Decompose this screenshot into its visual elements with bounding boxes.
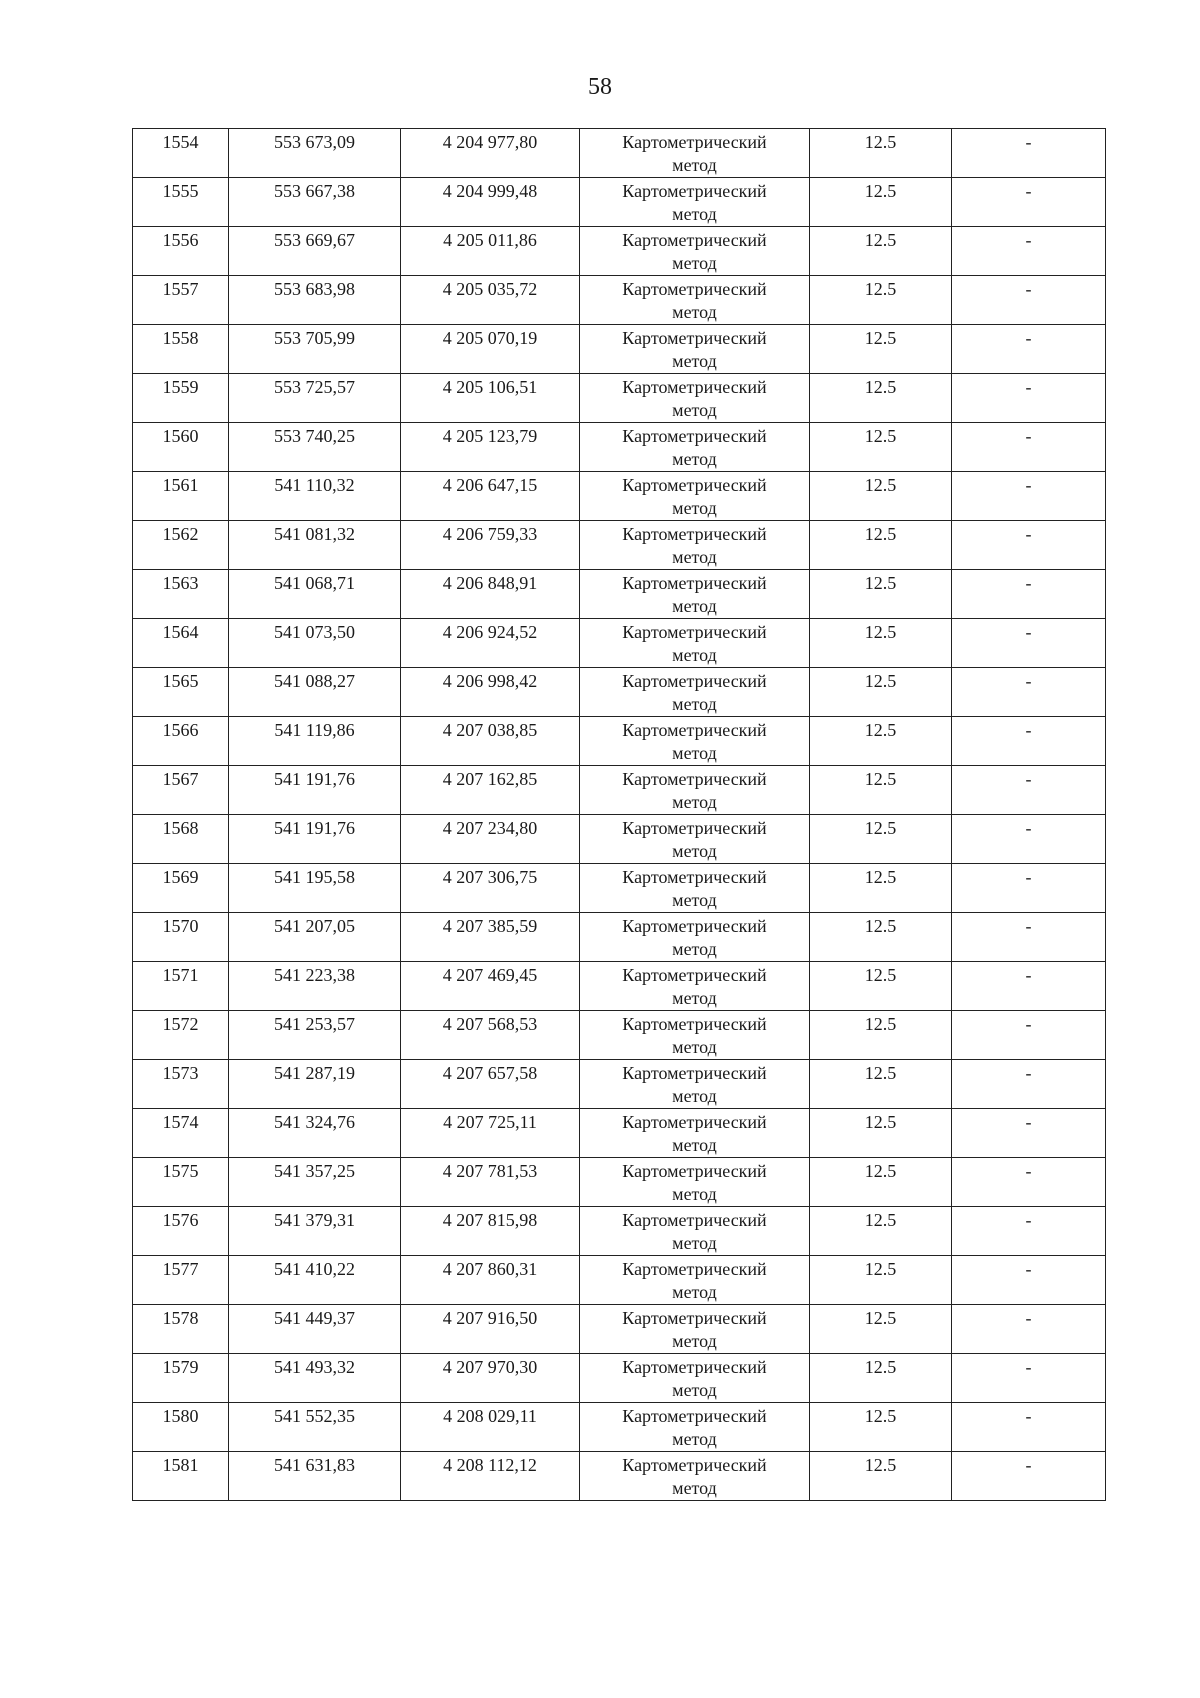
accuracy-cell: 12.5 <box>810 1354 952 1403</box>
accuracy-cell: 12.5 <box>810 619 952 668</box>
y-coordinate-cell: 4 208 029,11 <box>401 1403 580 1452</box>
method-text: Картометрический метод <box>622 1014 767 1057</box>
accuracy-cell: 12.5 <box>810 178 952 227</box>
x-coordinate-cell: 541 287,19 <box>229 1060 401 1109</box>
method-cell <box>580 1158 810 1207</box>
description-cell: - <box>952 1109 1106 1158</box>
accuracy-cell: 12.5 <box>810 717 952 766</box>
method-cell <box>580 1207 810 1256</box>
table-row <box>133 1011 1106 1060</box>
table-row <box>133 1403 1106 1452</box>
point-number-cell: 1573 <box>133 1060 229 1109</box>
table-row <box>133 1158 1106 1207</box>
description-cell: - <box>952 1305 1106 1354</box>
method-text: Картометрический метод <box>622 230 767 273</box>
description-cell: - <box>952 1403 1106 1452</box>
method-cell <box>580 864 810 913</box>
table-row <box>133 864 1106 913</box>
y-coordinate-cell: 4 208 112,12 <box>401 1452 580 1501</box>
method-cell <box>580 521 810 570</box>
method-text: Картометрический метод <box>622 1210 767 1253</box>
y-coordinate-cell: 4 206 924,52 <box>401 619 580 668</box>
point-number-cell: 1574 <box>133 1109 229 1158</box>
table-row <box>133 374 1106 423</box>
method-text: Картометрический метод <box>622 377 767 420</box>
point-number-cell: 1572 <box>133 1011 229 1060</box>
point-number-cell: 1556 <box>133 227 229 276</box>
table-row <box>133 521 1106 570</box>
x-coordinate-cell: 553 740,25 <box>229 423 401 472</box>
description-cell: - <box>952 276 1106 325</box>
description-cell: - <box>952 1158 1106 1207</box>
accuracy-cell: 12.5 <box>810 129 952 178</box>
description-cell: - <box>952 570 1106 619</box>
coordinates-table <box>132 128 1106 1501</box>
table-row <box>133 668 1106 717</box>
x-coordinate-cell: 541 088,27 <box>229 668 401 717</box>
point-number-cell: 1554 <box>133 129 229 178</box>
method-text: Картометрический метод <box>622 573 767 616</box>
table-row <box>133 1452 1106 1501</box>
description-cell: - <box>952 1452 1106 1501</box>
method-text: Картометрический метод <box>622 1161 767 1204</box>
method-cell <box>580 276 810 325</box>
y-coordinate-cell: 4 206 998,42 <box>401 668 580 717</box>
description-cell: - <box>952 1011 1106 1060</box>
method-text: Картометрический метод <box>622 524 767 567</box>
x-coordinate-cell: 541 552,35 <box>229 1403 401 1452</box>
y-coordinate-cell: 4 206 647,15 <box>401 472 580 521</box>
table-row <box>133 962 1106 1011</box>
method-cell <box>580 717 810 766</box>
accuracy-cell: 12.5 <box>810 472 952 521</box>
point-number-cell: 1569 <box>133 864 229 913</box>
method-cell <box>580 962 810 1011</box>
point-number-cell: 1576 <box>133 1207 229 1256</box>
x-coordinate-cell: 541 493,32 <box>229 1354 401 1403</box>
description-cell: - <box>952 423 1106 472</box>
x-coordinate-cell: 541 357,25 <box>229 1158 401 1207</box>
description-cell: - <box>952 227 1106 276</box>
accuracy-cell: 12.5 <box>810 864 952 913</box>
accuracy-cell: 12.5 <box>810 1011 952 1060</box>
accuracy-cell: 12.5 <box>810 1158 952 1207</box>
method-text: Картометрический метод <box>622 769 767 812</box>
accuracy-cell: 12.5 <box>810 1109 952 1158</box>
description-cell: - <box>952 1207 1106 1256</box>
method-cell <box>580 178 810 227</box>
method-text: Картометрический метод <box>622 867 767 910</box>
point-number-cell: 1565 <box>133 668 229 717</box>
description-cell: - <box>952 864 1106 913</box>
y-coordinate-cell: 4 205 070,19 <box>401 325 580 374</box>
description-cell: - <box>952 178 1106 227</box>
point-number-cell: 1567 <box>133 766 229 815</box>
y-coordinate-cell: 4 205 011,86 <box>401 227 580 276</box>
point-number-cell: 1561 <box>133 472 229 521</box>
y-coordinate-cell: 4 207 657,58 <box>401 1060 580 1109</box>
point-number-cell: 1575 <box>133 1158 229 1207</box>
description-cell: - <box>952 766 1106 815</box>
x-coordinate-cell: 541 119,86 <box>229 717 401 766</box>
method-cell <box>580 227 810 276</box>
y-coordinate-cell: 4 205 035,72 <box>401 276 580 325</box>
description-cell: - <box>952 815 1106 864</box>
method-cell <box>580 1109 810 1158</box>
point-number-cell: 1562 <box>133 521 229 570</box>
y-coordinate-cell: 4 207 306,75 <box>401 864 580 913</box>
table-row <box>133 276 1106 325</box>
accuracy-cell: 12.5 <box>810 374 952 423</box>
point-number-cell: 1560 <box>133 423 229 472</box>
table-row <box>133 1109 1106 1158</box>
point-number-cell: 1577 <box>133 1256 229 1305</box>
x-coordinate-cell: 541 631,83 <box>229 1452 401 1501</box>
page-number: 58 <box>588 74 612 100</box>
method-text: Картометрический метод <box>622 720 767 763</box>
description-cell: - <box>952 325 1106 374</box>
description-cell: - <box>952 668 1106 717</box>
x-coordinate-cell: 541 324,76 <box>229 1109 401 1158</box>
accuracy-cell: 12.5 <box>810 1305 952 1354</box>
method-cell <box>580 423 810 472</box>
x-coordinate-cell: 553 705,99 <box>229 325 401 374</box>
accuracy-cell: 12.5 <box>810 521 952 570</box>
method-text: Картометрический метод <box>622 1112 767 1155</box>
method-cell <box>580 1011 810 1060</box>
method-text: Картометрический метод <box>622 132 767 175</box>
x-coordinate-cell: 541 207,05 <box>229 913 401 962</box>
method-cell <box>580 815 810 864</box>
method-cell <box>580 1452 810 1501</box>
accuracy-cell: 12.5 <box>810 913 952 962</box>
x-coordinate-cell: 541 073,50 <box>229 619 401 668</box>
table-row <box>133 1207 1106 1256</box>
point-number-cell: 1558 <box>133 325 229 374</box>
method-text: Картометрический метод <box>622 181 767 224</box>
x-coordinate-cell: 541 379,31 <box>229 1207 401 1256</box>
table-row <box>133 1305 1106 1354</box>
point-number-cell: 1566 <box>133 717 229 766</box>
x-coordinate-cell: 541 110,32 <box>229 472 401 521</box>
description-cell: - <box>952 1060 1106 1109</box>
description-cell: - <box>952 1256 1106 1305</box>
method-text: Картометрический метод <box>622 426 767 469</box>
y-coordinate-cell: 4 205 123,79 <box>401 423 580 472</box>
method-text: Картометрический метод <box>622 1308 767 1351</box>
x-coordinate-cell: 541 068,71 <box>229 570 401 619</box>
y-coordinate-cell: 4 207 916,50 <box>401 1305 580 1354</box>
x-coordinate-cell: 553 683,98 <box>229 276 401 325</box>
table-row <box>133 227 1106 276</box>
accuracy-cell: 12.5 <box>810 570 952 619</box>
method-cell <box>580 1354 810 1403</box>
accuracy-cell: 12.5 <box>810 815 952 864</box>
method-text: Картометрический метод <box>622 1063 767 1106</box>
point-number-cell: 1580 <box>133 1403 229 1452</box>
table-row <box>133 619 1106 668</box>
method-text: Картометрический метод <box>622 622 767 665</box>
y-coordinate-cell: 4 207 970,30 <box>401 1354 580 1403</box>
x-coordinate-cell: 541 410,22 <box>229 1256 401 1305</box>
accuracy-cell: 12.5 <box>810 1207 952 1256</box>
description-cell: - <box>952 374 1106 423</box>
table-row <box>133 472 1106 521</box>
description-cell: - <box>952 472 1106 521</box>
y-coordinate-cell: 4 207 725,11 <box>401 1109 580 1158</box>
x-coordinate-cell: 541 223,38 <box>229 962 401 1011</box>
method-cell <box>580 1305 810 1354</box>
y-coordinate-cell: 4 207 860,31 <box>401 1256 580 1305</box>
description-cell: - <box>952 521 1106 570</box>
y-coordinate-cell: 4 204 977,80 <box>401 129 580 178</box>
y-coordinate-cell: 4 206 759,33 <box>401 521 580 570</box>
point-number-cell: 1581 <box>133 1452 229 1501</box>
table-row <box>133 1354 1106 1403</box>
y-coordinate-cell: 4 207 234,80 <box>401 815 580 864</box>
x-coordinate-cell: 553 669,67 <box>229 227 401 276</box>
method-text: Картометрический метод <box>622 279 767 322</box>
x-coordinate-cell: 541 191,76 <box>229 815 401 864</box>
x-coordinate-cell: 541 253,57 <box>229 1011 401 1060</box>
description-cell: - <box>952 717 1106 766</box>
method-cell <box>580 325 810 374</box>
table-row <box>133 913 1106 962</box>
y-coordinate-cell: 4 207 162,85 <box>401 766 580 815</box>
y-coordinate-cell: 4 207 469,45 <box>401 962 580 1011</box>
table-body <box>133 129 1106 1501</box>
table-row <box>133 1060 1106 1109</box>
method-text: Картометрический метод <box>622 1406 767 1449</box>
table-row <box>133 1256 1106 1305</box>
method-cell <box>580 129 810 178</box>
y-coordinate-cell: 4 207 815,98 <box>401 1207 580 1256</box>
point-number-cell: 1555 <box>133 178 229 227</box>
method-cell <box>580 913 810 962</box>
x-coordinate-cell: 553 667,38 <box>229 178 401 227</box>
description-cell: - <box>952 962 1106 1011</box>
table-row <box>133 129 1106 178</box>
accuracy-cell: 12.5 <box>810 766 952 815</box>
table-row <box>133 570 1106 619</box>
method-text: Картометрический метод <box>622 965 767 1008</box>
method-cell <box>580 472 810 521</box>
point-number-cell: 1559 <box>133 374 229 423</box>
accuracy-cell: 12.5 <box>810 1060 952 1109</box>
x-coordinate-cell: 553 725,57 <box>229 374 401 423</box>
y-coordinate-cell: 4 206 848,91 <box>401 570 580 619</box>
table-row <box>133 325 1106 374</box>
method-cell <box>580 1403 810 1452</box>
point-number-cell: 1578 <box>133 1305 229 1354</box>
x-coordinate-cell: 541 195,58 <box>229 864 401 913</box>
method-cell <box>580 668 810 717</box>
accuracy-cell: 12.5 <box>810 668 952 717</box>
description-cell: - <box>952 129 1106 178</box>
method-text: Картометрический метод <box>622 1259 767 1302</box>
y-coordinate-cell: 4 207 568,53 <box>401 1011 580 1060</box>
point-number-cell: 1557 <box>133 276 229 325</box>
accuracy-cell: 12.5 <box>810 1256 952 1305</box>
table-row <box>133 717 1106 766</box>
description-cell: - <box>952 1354 1106 1403</box>
accuracy-cell: 12.5 <box>810 227 952 276</box>
y-coordinate-cell: 4 207 385,59 <box>401 913 580 962</box>
point-number-cell: 1563 <box>133 570 229 619</box>
point-number-cell: 1570 <box>133 913 229 962</box>
point-number-cell: 1579 <box>133 1354 229 1403</box>
method-cell <box>580 619 810 668</box>
accuracy-cell: 12.5 <box>810 325 952 374</box>
y-coordinate-cell: 4 205 106,51 <box>401 374 580 423</box>
table-row <box>133 178 1106 227</box>
y-coordinate-cell: 4 207 038,85 <box>401 717 580 766</box>
accuracy-cell: 12.5 <box>810 423 952 472</box>
table-row <box>133 815 1106 864</box>
x-coordinate-cell: 541 449,37 <box>229 1305 401 1354</box>
accuracy-cell: 12.5 <box>810 1452 952 1501</box>
method-text: Картометрический метод <box>622 475 767 518</box>
point-number-cell: 1564 <box>133 619 229 668</box>
method-text: Картометрический метод <box>622 1455 767 1498</box>
x-coordinate-cell: 553 673,09 <box>229 129 401 178</box>
method-text: Картометрический метод <box>622 916 767 959</box>
method-cell <box>580 570 810 619</box>
point-number-cell: 1568 <box>133 815 229 864</box>
accuracy-cell: 12.5 <box>810 1403 952 1452</box>
y-coordinate-cell: 4 207 781,53 <box>401 1158 580 1207</box>
method-text: Картометрический метод <box>622 1357 767 1400</box>
accuracy-cell: 12.5 <box>810 962 952 1011</box>
table-row <box>133 423 1106 472</box>
accuracy-cell: 12.5 <box>810 276 952 325</box>
method-text: Картометрический метод <box>622 671 767 714</box>
method-text: Картометрический метод <box>622 818 767 861</box>
table-row <box>133 766 1106 815</box>
x-coordinate-cell: 541 191,76 <box>229 766 401 815</box>
method-cell <box>580 766 810 815</box>
method-text: Картометрический метод <box>622 328 767 371</box>
method-cell <box>580 374 810 423</box>
point-number-cell: 1571 <box>133 962 229 1011</box>
description-cell: - <box>952 913 1106 962</box>
method-cell <box>580 1060 810 1109</box>
x-coordinate-cell: 541 081,32 <box>229 521 401 570</box>
y-coordinate-cell: 4 204 999,48 <box>401 178 580 227</box>
description-cell: - <box>952 619 1106 668</box>
method-cell <box>580 1256 810 1305</box>
